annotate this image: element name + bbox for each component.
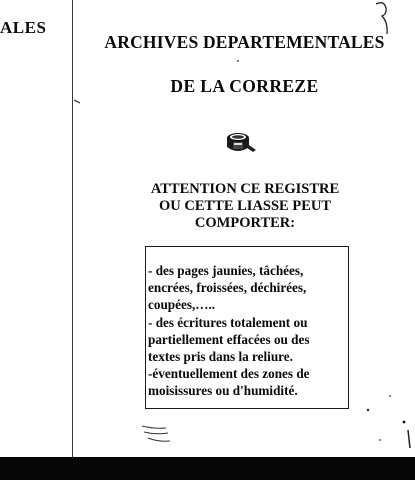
microfilm-reel-icon	[222, 130, 258, 158]
left-edge-tick	[74, 98, 82, 106]
warning-title-line: OU CETTE LIASSE PEUT	[158, 198, 332, 214]
archive-region: DE LA CORREZE	[170, 76, 319, 96]
conditions-line: -éventuellement des zones de	[148, 366, 310, 382]
warning-title	[100, 181, 390, 232]
conditions-line: moisissures ou d'humidité.	[148, 383, 298, 399]
previous-page-fragment	[0, 0, 73, 480]
conditions-line: textes pris dans la reliure.	[148, 349, 293, 365]
archive-title: ARCHIVES DEPARTEMENTALES	[104, 32, 385, 52]
conditions-line: encrées, froissées, déchirées,	[148, 280, 307, 296]
warning-title-line: ATTENTION CE REGISTRE	[150, 181, 340, 197]
warning-title-line: COMPORTER:	[194, 215, 296, 231]
margin-scratch	[140, 420, 180, 450]
edge-specks	[360, 390, 415, 455]
center-speck	[235, 58, 241, 64]
conditions-line: - des écritures totalement ou	[148, 314, 308, 330]
corner-scribble	[370, 0, 400, 40]
conditions-line: - des pages jaunies, tâchées,	[148, 263, 304, 278]
conditions-line: partiellement effacées ou des	[148, 331, 310, 347]
scan-bottom-border	[0, 457, 415, 480]
conditions-line: coupées,…..	[148, 297, 216, 313]
conditions-list	[148, 262, 348, 400]
previous-page-text: ALES	[0, 18, 47, 37]
